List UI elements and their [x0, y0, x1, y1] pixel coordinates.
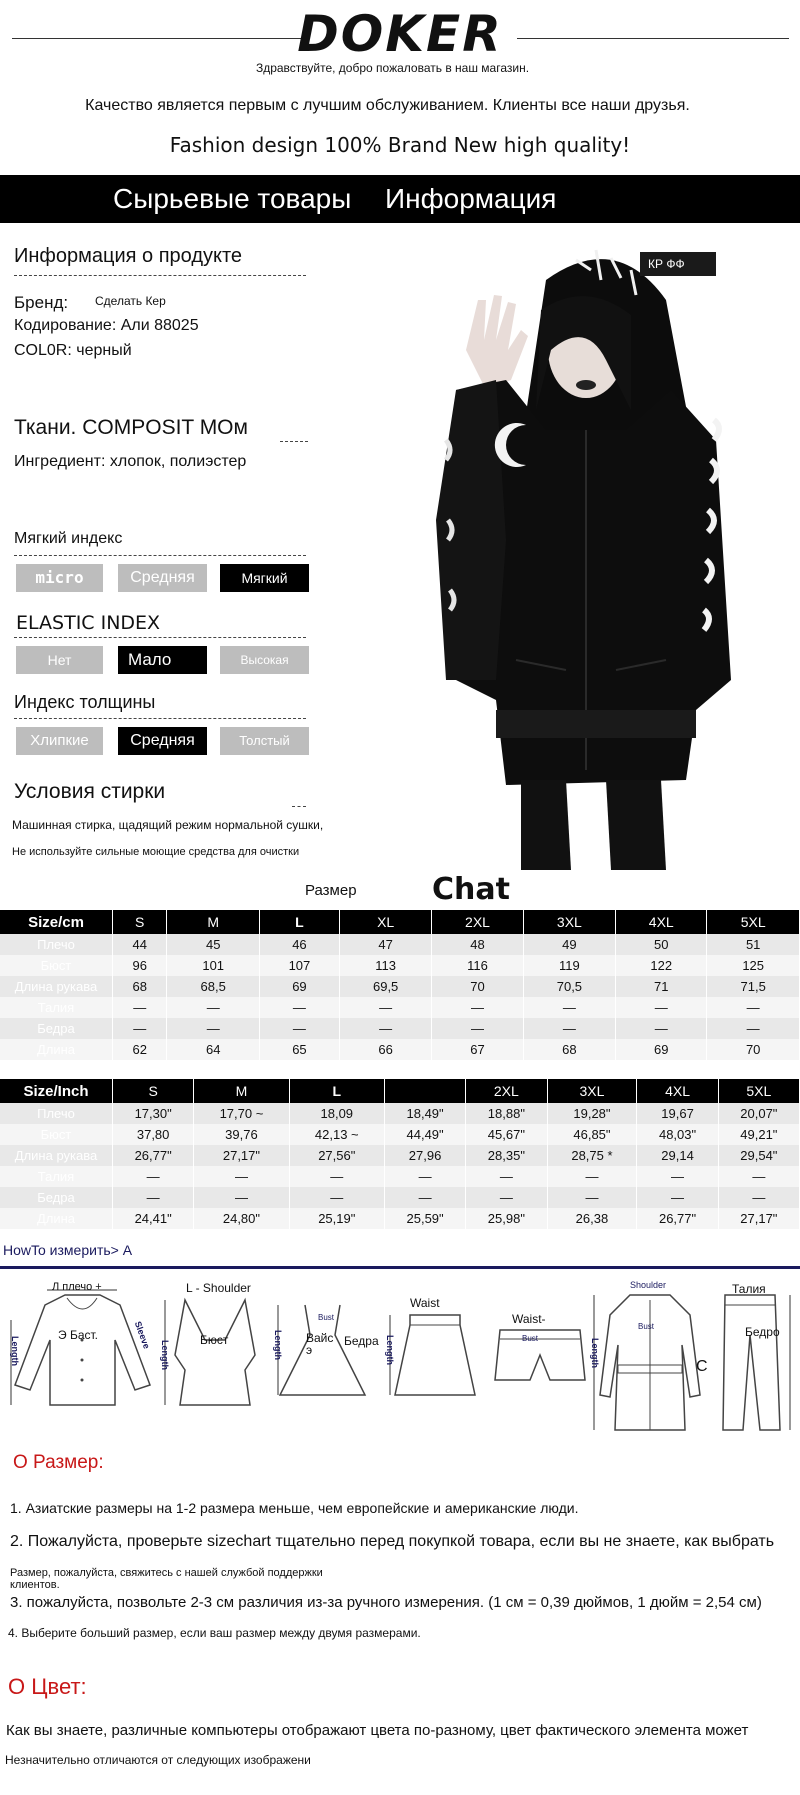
- size-table-corner: Size/cm: [0, 910, 113, 934]
- size-note-3: 3. пожалуйста, позвольте 2-3 см различия из-за ручного измерения. (1 см = 0,39 дюймов, 1 дюйм = 2,54 см): [10, 1594, 762, 1611]
- size-value-cell: 125: [707, 955, 800, 976]
- size-table-row: [0, 1145, 800, 1166]
- size-value-cell: 26,38: [547, 1208, 637, 1229]
- size-value-cell: 45: [167, 934, 260, 955]
- size-value-cell: 27,56": [289, 1145, 384, 1166]
- measurement-label: Длина рукава: [0, 1145, 113, 1166]
- label-bust-3: Bust: [318, 1313, 335, 1322]
- ingredient-text: Ингредиент: хлопок, полиэстер: [14, 453, 247, 470]
- thick-option-flimsy: Хлипкие: [16, 727, 103, 755]
- size-value-cell: 68,5: [167, 976, 260, 997]
- label-sleeve: Sleeve: [132, 1319, 152, 1351]
- size-value-cell: 65: [259, 1039, 339, 1060]
- divider: [14, 275, 306, 276]
- size-value-cell: —: [616, 1018, 707, 1039]
- size-value-cell: 24,80": [194, 1208, 289, 1229]
- soft-index-title: Мягкий индекс: [14, 530, 123, 547]
- label-waist-4: Waist: [410, 1296, 440, 1310]
- welcome-text: Здравствуйте, добро пожаловать в наш магазин.: [255, 61, 530, 75]
- chart-heading: Chat: [432, 872, 510, 907]
- size-value-cell: —: [547, 1187, 637, 1208]
- size-table-row: [0, 1187, 800, 1208]
- size-column-header: M: [167, 910, 260, 934]
- section-banner: [0, 175, 800, 223]
- garment-shorts: [490, 1315, 590, 1395]
- product-photo: [426, 240, 800, 870]
- size-value-cell: —: [523, 997, 616, 1018]
- label-length-6: Length: [590, 1338, 600, 1368]
- size-value-cell: 69: [616, 1039, 707, 1060]
- size-value-cell: —: [167, 997, 260, 1018]
- size-table-inch: [0, 1079, 800, 1229]
- measurement-label: Длина: [0, 1039, 113, 1060]
- garment-coat: [590, 1285, 710, 1435]
- label-shoulder-2: L - Shoulder: [186, 1281, 251, 1295]
- divider: [14, 637, 306, 638]
- size-column-header: [384, 1079, 465, 1103]
- size-note-1: 1. Азиатские размеры на 1-2 размера меньше, чем европейские и американские люди.: [10, 1500, 579, 1516]
- size-value-cell: 107: [259, 955, 339, 976]
- size-value-cell: 68: [523, 1039, 616, 1060]
- size-value-cell: 39,76: [194, 1124, 289, 1145]
- wash-line-1: Машинная стирка, щадящий режим нормальной сушки,: [12, 818, 324, 832]
- elastic-option-none: Нет: [16, 646, 103, 674]
- size-table-row: [0, 1018, 800, 1039]
- garment-shirt: [5, 1280, 160, 1410]
- hoodie-illustration: [426, 240, 800, 870]
- size-value-cell: —: [113, 1166, 194, 1187]
- size-value-cell: 48,03": [637, 1124, 718, 1145]
- size-value-cell: 46,85": [547, 1124, 637, 1145]
- label-waist-5: Waist-: [512, 1312, 546, 1326]
- size-table-corner: Size/Inch: [0, 1079, 113, 1103]
- size-value-cell: 119: [523, 955, 616, 976]
- size-value-cell: 18,49": [384, 1103, 465, 1124]
- size-value-cell: —: [259, 1018, 339, 1039]
- size-value-cell: 96: [113, 955, 167, 976]
- size-value-cell: 19,28": [547, 1103, 637, 1124]
- size-table-cm: [0, 910, 800, 1060]
- size-value-cell: 116: [432, 955, 523, 976]
- size-value-cell: 49,21": [718, 1124, 799, 1145]
- measurement-label: Плечо: [0, 1103, 113, 1124]
- size-value-cell: 70: [707, 1039, 800, 1060]
- label-bust-6: Bust: [638, 1322, 655, 1331]
- size-value-cell: 29,54": [718, 1145, 799, 1166]
- size-value-cell: 69: [259, 976, 339, 997]
- size-value-cell: —: [289, 1187, 384, 1208]
- size-value-cell: 101: [167, 955, 260, 976]
- howto-divider: [0, 1266, 800, 1269]
- size-column-header: M: [194, 1079, 289, 1103]
- size-value-cell: —: [384, 1187, 465, 1208]
- label-length-4: Length: [385, 1335, 395, 1365]
- size-column-header: S: [113, 1079, 194, 1103]
- size-value-cell: 29,14: [637, 1145, 718, 1166]
- size-value-cell: 46: [259, 934, 339, 955]
- size-value-cell: —: [637, 1166, 718, 1187]
- size-value-cell: —: [432, 997, 523, 1018]
- size-value-cell: —: [432, 1018, 523, 1039]
- size-table-row: [0, 997, 800, 1018]
- size-value-cell: —: [523, 1018, 616, 1039]
- size-value-cell: —: [637, 1187, 718, 1208]
- measurement-label: Длина: [0, 1208, 113, 1229]
- size-table-row: [0, 1208, 800, 1229]
- product-color: COL0R: черный: [14, 342, 132, 359]
- brand-value: Сделать Кер: [95, 294, 166, 308]
- size-column-header: 2XL: [432, 910, 523, 934]
- size-value-cell: 37,80: [113, 1124, 194, 1145]
- size-table-row: [0, 1103, 800, 1124]
- size-column-header: 3XL: [523, 910, 616, 934]
- size-value-cell: 67: [432, 1039, 523, 1060]
- label-bust-5: Bust: [522, 1334, 539, 1343]
- divider: [280, 441, 308, 442]
- size-value-cell: 27,17": [194, 1145, 289, 1166]
- size-value-cell: 27,17": [718, 1208, 799, 1229]
- size-value-cell: —: [289, 1166, 384, 1187]
- howto-title: HowTo измерить> A: [3, 1242, 133, 1258]
- size-value-cell: —: [194, 1166, 289, 1187]
- size-value-cell: 69,5: [339, 976, 432, 997]
- color-note-2: Незначительно отличаются от следующих изображени: [5, 1753, 311, 1767]
- size-value-cell: —: [194, 1187, 289, 1208]
- size-value-cell: 51: [707, 934, 800, 955]
- size-table-row: [0, 976, 800, 997]
- size-value-cell: 49: [523, 934, 616, 955]
- store-logo: DOKER: [297, 5, 503, 63]
- size-value-cell: —: [547, 1166, 637, 1187]
- size-note-2: 2. Пожалуйста, проверьте sizechart тщательно перед покупкой товара, если вы не знаете, как выбрать: [10, 1533, 775, 1550]
- size-value-cell: 44,49": [384, 1124, 465, 1145]
- size-value-cell: —: [616, 997, 707, 1018]
- label-length-2: Length: [160, 1340, 170, 1370]
- size-value-cell: 26,77": [113, 1145, 194, 1166]
- divider: [14, 555, 306, 556]
- wash-line-2: Не используйте сильные моющие средства для очистки: [12, 846, 300, 858]
- elastic-option-high: Высокая: [220, 646, 309, 674]
- size-value-cell: 66: [339, 1039, 432, 1060]
- size-value-cell: 45,67": [466, 1124, 547, 1145]
- size-value-cell: 19,67: [637, 1103, 718, 1124]
- size-table-row: [0, 1124, 800, 1145]
- size-value-cell: 47: [339, 934, 432, 955]
- fabric-title: Ткани. COMPOSIT MOм: [14, 416, 248, 439]
- size-column-header: 2XL: [466, 1079, 547, 1103]
- size-value-cell: —: [384, 1166, 465, 1187]
- size-value-cell: 20,07": [718, 1103, 799, 1124]
- wash-title: Условия стирки: [14, 780, 166, 803]
- soft-option-micro: micro: [16, 564, 103, 592]
- banner-right: Информация: [385, 183, 557, 214]
- quality-text: Качество является первым с лучшим обслуживанием. Клиенты все наши друзья.: [85, 97, 690, 114]
- size-value-cell: 62: [113, 1039, 167, 1060]
- size-label: Размер: [305, 882, 357, 899]
- size-value-cell: 44: [113, 934, 167, 955]
- label-length-3: Length: [273, 1330, 283, 1360]
- measurement-label: Длина рукава: [0, 976, 113, 997]
- label-shoulder-6: Shoulder: [630, 1280, 667, 1290]
- size-column-header: L: [259, 910, 339, 934]
- label-length-1: Length: [10, 1336, 20, 1366]
- label-shoulder-1: Л плечо +: [52, 1281, 102, 1293]
- size-note-2b: Размер, пожалуйста, свяжитесь с нашей службой поддержки клиентов.: [10, 1567, 323, 1591]
- soft-option-medium: Средняя: [118, 564, 207, 592]
- label-bust-1: Э Баст.: [58, 1328, 99, 1342]
- size-value-cell: —: [707, 997, 800, 1018]
- size-value-cell: —: [466, 1187, 547, 1208]
- size-value-cell: 122: [616, 955, 707, 976]
- label-hips-7: Бедро: [745, 1325, 780, 1339]
- size-value-cell: 17,30": [113, 1103, 194, 1124]
- size-value-cell: —: [707, 1018, 800, 1039]
- garment-pants: [715, 1285, 795, 1435]
- label-waist-6: C: [696, 1358, 708, 1375]
- size-column-header: S: [113, 910, 167, 934]
- size-column-header: L: [289, 1079, 384, 1103]
- thickness-index-title: Индекс толщины: [14, 692, 156, 712]
- thick-option-thick: Толстый: [220, 727, 309, 755]
- size-value-cell: 25,59": [384, 1208, 465, 1229]
- size-notes-title: О Размер:: [13, 1452, 104, 1473]
- size-value-cell: 64: [167, 1039, 260, 1060]
- label-waist-7: Талия: [732, 1282, 766, 1296]
- label-bust-2: Бюст: [200, 1333, 229, 1347]
- size-value-cell: —: [339, 1018, 432, 1039]
- size-value-cell: 18,09: [289, 1103, 384, 1124]
- measurement-label: Плечо: [0, 934, 113, 955]
- size-value-cell: —: [113, 1018, 167, 1039]
- size-value-cell: 48: [432, 934, 523, 955]
- product-info-title: Информация о продукте: [14, 245, 243, 267]
- size-column-header: 4XL: [616, 910, 707, 934]
- size-value-cell: 18,88": [466, 1103, 547, 1124]
- size-table-row: [0, 1166, 800, 1187]
- product-code: Кодирование: Али 88025: [14, 317, 199, 334]
- size-value-cell: 27,96: [384, 1145, 465, 1166]
- size-column-header: 4XL: [637, 1079, 718, 1103]
- size-value-cell: 42,13 ~: [289, 1124, 384, 1145]
- measurement-label: Талия: [0, 1166, 113, 1187]
- size-value-cell: 71: [616, 976, 707, 997]
- size-value-cell: 25,19": [289, 1208, 384, 1229]
- size-value-cell: —: [167, 1018, 260, 1039]
- size-value-cell: 25,98": [466, 1208, 547, 1229]
- size-column-header: XL: [339, 910, 432, 934]
- thick-option-medium: Средняя: [118, 727, 207, 755]
- size-column-header: 5XL: [707, 910, 800, 934]
- size-value-cell: —: [339, 997, 432, 1018]
- size-value-cell: 26,77": [637, 1208, 718, 1229]
- measurement-label: Бедра: [0, 1187, 113, 1208]
- color-notes-title: О Цвет:: [8, 1674, 87, 1699]
- brand-label: Бренд:: [14, 293, 69, 312]
- size-column-header: 5XL: [718, 1079, 799, 1103]
- color-note-1: Как вы знаете, различные компьютеры отображают цвета по-разному, цвет фактического элемента может: [6, 1722, 749, 1739]
- fashion-text: Fashion design 100% Brand New high quality!: [169, 133, 631, 157]
- label-hips-3: Бедра: [344, 1334, 379, 1348]
- garment-skirt: [385, 1300, 485, 1400]
- measurement-label: Талия: [0, 997, 113, 1018]
- size-value-cell: 70: [432, 976, 523, 997]
- size-value-cell: 28,35": [466, 1145, 547, 1166]
- size-value-cell: —: [718, 1166, 799, 1187]
- size-value-cell: 70,5: [523, 976, 616, 997]
- size-value-cell: —: [113, 997, 167, 1018]
- size-value-cell: 50: [616, 934, 707, 955]
- size-value-cell: 28,75 *: [547, 1145, 637, 1166]
- measurement-label: Бедра: [0, 1018, 113, 1039]
- divider: [14, 718, 306, 719]
- size-value-cell: 24,41": [113, 1208, 194, 1229]
- size-value-cell: —: [259, 997, 339, 1018]
- banner-left: Сырьевые товары: [113, 183, 352, 214]
- measurement-label: Бюст: [0, 955, 113, 976]
- size-value-cell: 68: [113, 976, 167, 997]
- size-value-cell: —: [718, 1187, 799, 1208]
- size-column-header: 3XL: [547, 1079, 637, 1103]
- size-value-cell: —: [466, 1166, 547, 1187]
- size-table-row: [0, 934, 800, 955]
- size-note-4: 4. Выберите больший размер, если ваш размер между двумя размерами.: [8, 1626, 421, 1640]
- size-value-cell: —: [113, 1187, 194, 1208]
- divider: [292, 806, 306, 807]
- size-table-row: [0, 955, 800, 976]
- size-value-cell: 71,5: [707, 976, 800, 997]
- elastic-index-title: ELASTIC INDEX: [16, 612, 161, 634]
- size-table-row: [0, 1039, 800, 1060]
- label-waist-3: Вайс э: [306, 1331, 334, 1357]
- measurement-label: Бюст: [0, 1124, 113, 1145]
- photo-tag: КР ФФ: [640, 252, 716, 276]
- size-value-cell: 17,70 ~: [194, 1103, 289, 1124]
- soft-option-soft: Мягкий: [220, 564, 309, 592]
- size-value-cell: 113: [339, 955, 432, 976]
- elastic-option-low: Мало: [118, 646, 207, 674]
